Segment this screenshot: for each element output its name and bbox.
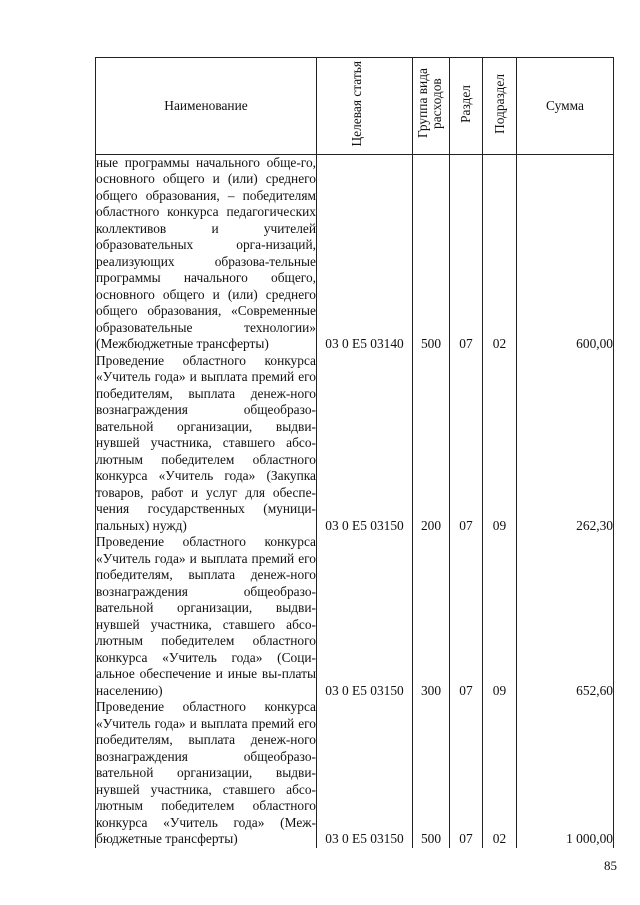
table-row xyxy=(96,699,614,848)
row-subsection: 09 xyxy=(483,353,517,535)
table-header-row xyxy=(96,58,614,155)
row-group: 500 xyxy=(413,699,450,848)
header-sum: Сумма xyxy=(517,58,614,155)
row-sum: 262,30 xyxy=(517,353,614,535)
row-target: 03 0 E5 03140 xyxy=(317,154,413,353)
row-group: 200 xyxy=(413,353,450,535)
row-group: 300 xyxy=(413,534,450,699)
page-number: 85 xyxy=(604,858,617,873)
row-sum: 652,60 xyxy=(517,534,614,699)
row-subsection: 02 xyxy=(483,699,517,848)
row-section: 07 xyxy=(450,353,483,535)
header-subsection: Подраздел xyxy=(483,58,517,155)
row-target: 03 0 E5 03150 xyxy=(317,353,413,535)
row-section: 07 xyxy=(450,154,483,353)
row-subsection: 02 xyxy=(483,154,517,353)
row-name: Проведение областного конкурса «Учитель года» и выплата премий его победителям, выплата денеж-ного вознаграждения общеобразо-вательной организации, выдви-нувшей участника, ставшего абсо-лютным победителем областного конкурса «Учитель года» (Соци-альное обеспечение и иные вы-платы населению) xyxy=(96,534,316,698)
table-row xyxy=(96,534,614,699)
header-name: Наименование xyxy=(96,58,317,155)
row-section: 07 xyxy=(450,699,483,848)
row-target: 03 0 E5 03150 xyxy=(317,534,413,699)
row-name: ные программы начального обще-го, основного общего и (или) среднего общего образования, – победителям областного конкурса педагогических коллективов и учителей образовательных орга-низаций, реализующих образова-тельные программы начального общего, основного общего и (или) среднего общего образования, «Современные образовательные технологии» (Межбюджетные трансферты) xyxy=(96,154,316,351)
header-expense-group: Группа вида расходов xyxy=(413,58,450,155)
header-section: Раздел xyxy=(450,58,483,155)
header-target: Целевая статья xyxy=(317,58,413,155)
row-subsection: 09 xyxy=(483,534,517,699)
row-name: Проведение областного конкурса «Учитель года» и выплата премий его победителям, выплата денеж-ного вознаграждения общеобразо-вательной организации, выдви-нувшей участника, ставшего абсо-лютным победителем областного конкурса «Учитель года» (Меж-бюджетные трансферты) xyxy=(96,699,316,846)
row-target: 03 0 E5 03150 xyxy=(317,699,413,848)
row-name: Проведение областного конкурса «Учитель года» и выплата премий его победителям, выплата денеж-ного вознаграждения общеобразо-вательной организации, выдви-нувшей участника, ставшего абсо-лютным победителем областного конкурса «Учитель года» (Закупка товаров, работ и услуг для обеспе-чения государственных (муници-пальных) нужд) xyxy=(96,352,316,533)
table-row xyxy=(96,154,614,353)
budget-table xyxy=(95,57,614,848)
row-sum: 600,00 xyxy=(517,154,614,353)
row-group: 500 xyxy=(413,154,450,353)
table-row xyxy=(96,353,614,535)
row-sum: 1 000,00 xyxy=(517,699,614,848)
row-section: 07 xyxy=(450,534,483,699)
